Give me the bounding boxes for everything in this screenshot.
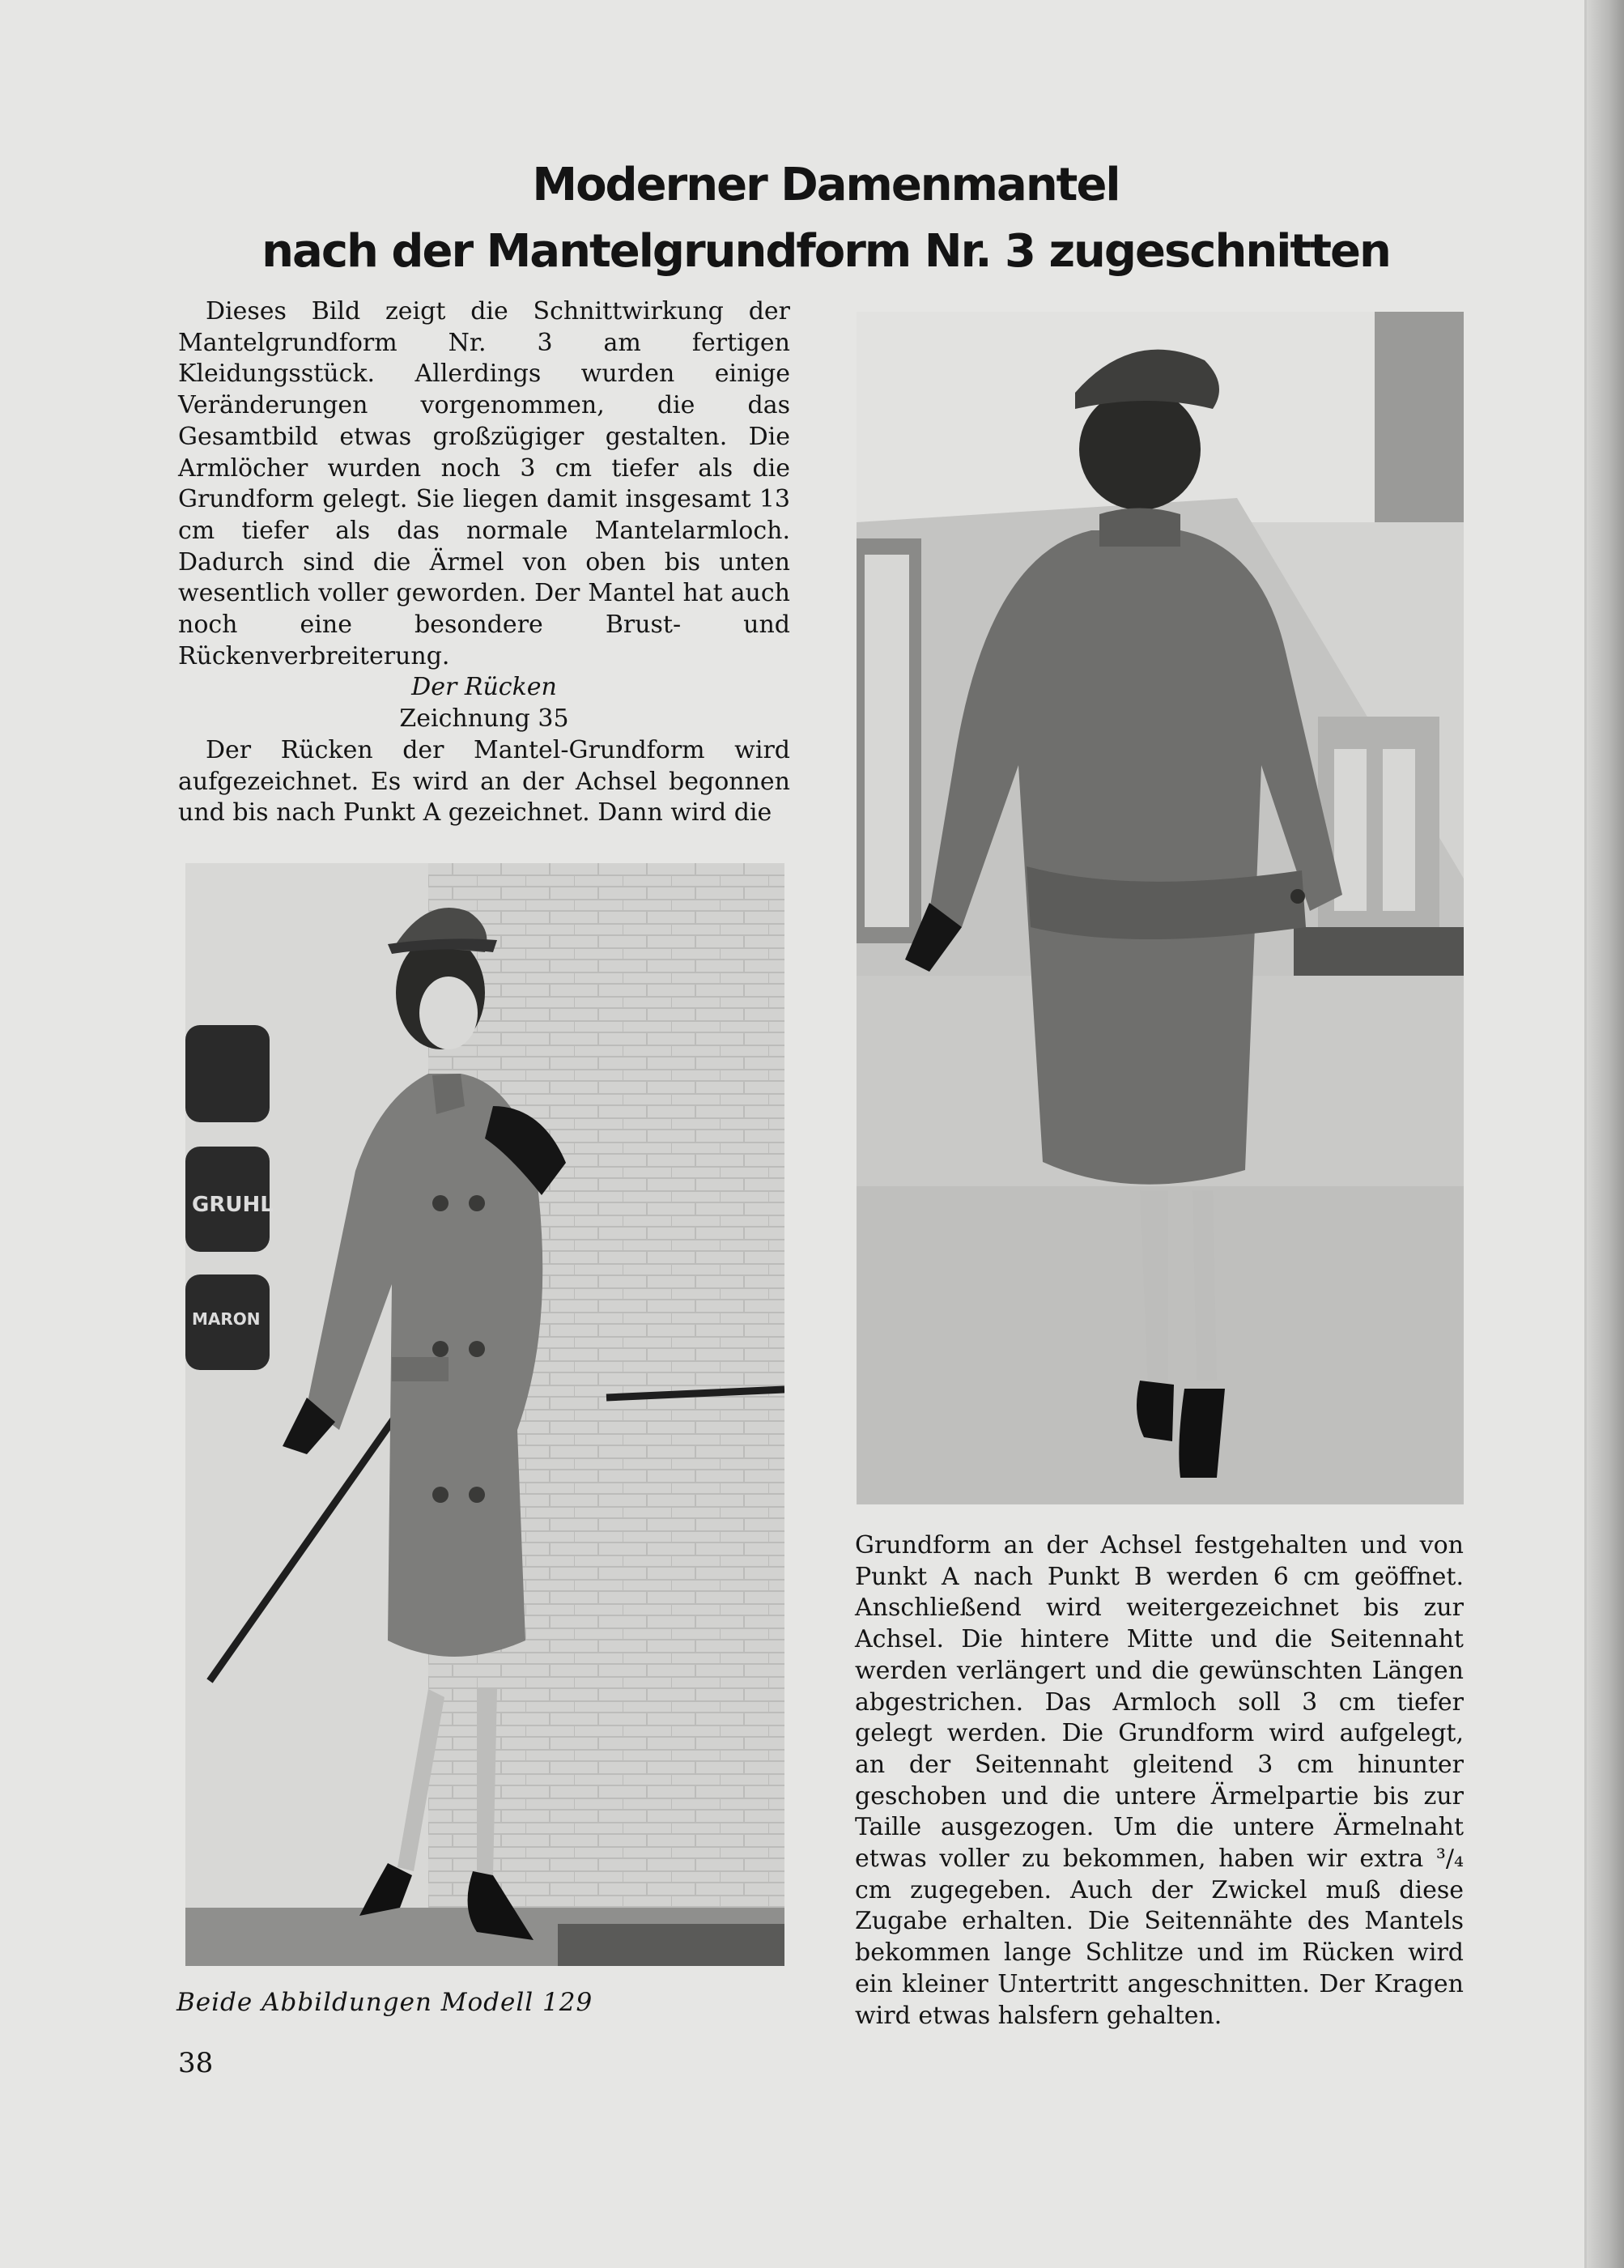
wall-signs [185, 1025, 274, 1370]
photo-coat-front [185, 863, 784, 1966]
section-paragraph: Der Rücken der Mantel-Grundform wird aufgezeichnet. Es wird an der Achsel begonnen und bis nach Punkt A gezeichnet. Dann wird die [178, 735, 790, 828]
left-text-column [178, 296, 790, 829]
intro-paragraph: Dieses Bild zeigt die Schnittwirkung der Mantelgrundform Nr. 3 am fertigen Kleidungsstück. Allerdings wurden einige Veränderungen vorgenommen, die das Gesamtbild etwas großzügiger gestalten. Die Armlöcher wurden noch 3 cm tiefer als die Grundform gelegt. Sie liegen damit insgesamt 13 cm tiefer als das normale Mantelarmloch. Dadurch sind die Ärmel von oben bis unten wesentlich voller geworden. Der Mantel hat auch noch eine besondere Brust- und Rückenverbreiterung. [178, 297, 790, 670]
page-number: 38 [178, 2047, 214, 2079]
sign-gruhl: GRUHL [192, 1193, 274, 1217]
right-text-column [855, 1530, 1464, 2032]
page-title [243, 152, 1409, 285]
title-line-2: nach der Mantelgrundform Nr. 3 zugeschnitten [261, 225, 1390, 278]
sign-maron: MARON [192, 1309, 261, 1329]
section-subheading: Zeichnung 35 [399, 704, 569, 734]
photo-caption: Beide Abbildungen Modell 129 [176, 1988, 593, 2017]
right-paragraph: Grundform an der Achsel festgehalten und von Punkt A nach Punkt B werden 6 cm geöffnet. Anschließend wird weitergezeichnet bis zur Achsel. Die hintere Mitte und die Seitennaht werden verlängert und die gewünschten Längen abgestrichen. Das Armloch soll 3 cm tiefer gelegt werden. Die Grundform wird aufgelegt, an der Seitennaht gleitend 3 cm hinunter geschoben und die untere Ärmelpartie bis zur Taille ausgezogen. Um die untere Ärmelnaht etwas voller zu bekommen, haben wir extra ³/₄ cm zugegeben. Auch der Zwickel muß diese Zugabe erhalten. Die Seitennähte des Mantels bekommen lange Schlitze und im Rücken wird ein kleiner Untertritt angeschnitten. Der Kragen wird etwas halsfern gehalten. [855, 1531, 1464, 2030]
title-line-1: Moderner Damenmantel [532, 159, 1120, 211]
section-heading: Der Rücken [411, 673, 557, 702]
page-edge [1587, 0, 1624, 2268]
photo-coat-back [857, 312, 1464, 1504]
